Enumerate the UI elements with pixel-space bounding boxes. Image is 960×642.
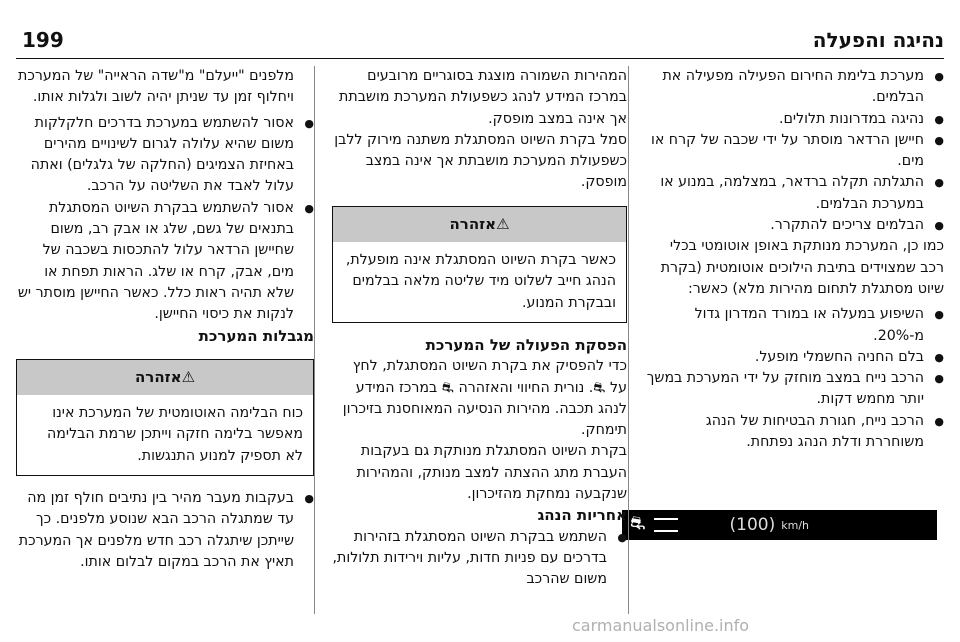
- section-heading: הפסקת הפעולה של המערכת: [425, 335, 627, 354]
- column-right: [646, 66, 944, 453]
- paragraph: מלפנים "ייעלם" מ"שדה הראייה" של המערכת ויחלוף זמן עד שניתן יהיה לשוב ולגלות אותו.: [18, 68, 294, 106]
- list-item: ● הרכב נייח במצב מוחזק על ידי המערכת במשך יותר מחמש דקות.: [646, 368, 944, 411]
- column-left: [16, 66, 314, 573]
- paragraph: כדי להפסיק את בקרת השיוט המסתגלת, לחץ על ⛐. נורית החיווי והאזהרה ⛐ במרכז המידע לנהג תכבה. מהירות הנסיעה המאוחסנת בזיכרון תימחק.: [342, 358, 627, 439]
- warning-title: אזהרה: [134, 367, 182, 386]
- section-heading: אחריות הנהג: [537, 506, 627, 525]
- warning-triangle-icon: ⚠: [496, 214, 510, 233]
- warning-triangle-icon: ⚠: [181, 367, 196, 386]
- paragraph: סמל בקרת השיוט המסתגלת משתנה מירוק ללבן כשפעולת המערכת מושבתת אך אינה במצב מופסק.: [334, 131, 627, 191]
- page-header: [16, 22, 944, 62]
- warning-header: [17, 360, 313, 395]
- list-item: ● חיישן הרדאר מוסתר על ידי שכבה של קרח או מים.: [646, 130, 944, 173]
- header-rule: [16, 58, 944, 59]
- list-item: ● הבלמים צריכים להתקרר.: [646, 215, 944, 236]
- list-item: ● אסור להשתמש בבקרת השיוט המסתגלת בתנאים של גשם, שלג או אבק רב, משום שחיישן הרדאר עלול להתכסות בשכבה של מים, אבק, קרח או שלג. הראות תפחת או שלא תהיה ראות כלל. כאשר החיישן מוסתר יש לנקות את כיסוי החיישן.: [16, 198, 314, 326]
- list-item: ● התגלתה תקלה ברדאר, במצלמה, במנוע או במערכת הבלמים.: [646, 172, 944, 215]
- page-number: 199: [22, 28, 64, 52]
- stored-speed: (100): [729, 515, 776, 535]
- list-item: ● בעקבות מעבר מהיר בין נתיבים חולף זמן מה עד שמתגלה הרכב הבא שנוסע מלפנים. כך שייתכן שיתגלה רכב חדש מלפנים אך המערכת תאיץ את הרכב במקום לבלום אותו.: [16, 488, 314, 573]
- paragraph: בקרת השיוט המסתגלת מנותקת גם בעקבות העברת מתג ההצתה למצב מנותק, והמהירות שנקבעה נמחקת מהזיכרון.: [356, 443, 627, 503]
- warning-header: [333, 207, 626, 242]
- warning-box: [16, 359, 314, 476]
- section-title: נהיגה והפעלה: [812, 28, 944, 52]
- list-item: ● הרכב נייח, חגורת הבטיחות של הנהג משוחררת ודלת הנהג נפתחת.: [646, 411, 944, 454]
- warning-title: אזהרה: [449, 214, 497, 233]
- column-middle: [332, 66, 627, 591]
- warning-body: כוח הבלימה האוטומטית של המערכת אינו מאפשר בלימה חזקה וייתכן שרמת הבלימה לא תספיק למנוע התנגשות.: [47, 405, 303, 464]
- list-item: ● אסור להשתמש במערכת בדרכים חלקלקות משום שהיא עלולה לגרום לשינויים מהירים באחיזת הצמיגים (החלקה של גלגלים) ואתה עלול לאבד את השליטה על הרכב.: [16, 113, 314, 198]
- column-divider: [628, 66, 629, 614]
- list-item: ● השתמש בבקרת השיוט המסתגלת בזהירות בדרכים עם פניות חדות, עליות וירידות תלולות, משום שהרכב: [332, 527, 627, 591]
- list-item: ● בלם החניה החשמלי מופעל.: [646, 347, 944, 368]
- speed-unit: km/h: [781, 518, 810, 532]
- list-item: ● השיפוע במעלה או במורד המדרון גדול מ-20%.: [646, 304, 944, 347]
- paragraph: המהירות השמורה מוצגת בסוגריים מרובעים במרכז המידע לנהג כשפעולת המערכת מושבתת אך אינה במצב מופסק.: [339, 68, 627, 127]
- distance-bars-icon: [654, 518, 678, 532]
- cluster-display-image: [622, 510, 937, 540]
- watermark-url: carmanualsonline.info: [572, 616, 750, 635]
- list-item: ● מערכת בלימת החירום הפעילה מפעילה את הבלמים.: [646, 66, 944, 109]
- list-item: ● נהיגה במדרונות תלולים.: [646, 109, 944, 130]
- warning-box: [332, 206, 627, 323]
- section-heading: מגבלות המערכת: [198, 326, 314, 345]
- paragraph: כמו כן, המערכת מנותקת באופן אוטומטי בכלי רכב שמצוידים בתיבת הילוכים אוטומטית (בקרת שיוט מסתגלת לתחום מהירות מלא) כאשר:: [660, 238, 944, 297]
- warning-body: כאשר בקרת השיוט המסתגלת אינה מופעלת, הנהג חייב לשלוט מיד שליטה מלאה בבלמים ובבקרת המנוע.: [345, 252, 616, 311]
- column-divider: [314, 66, 315, 614]
- adaptive-cruise-icon: ⛐: [630, 513, 646, 534]
